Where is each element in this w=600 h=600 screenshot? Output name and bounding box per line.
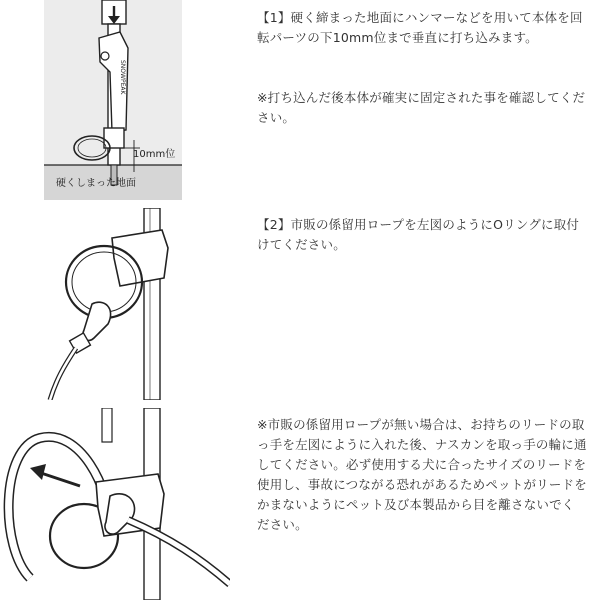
step1-note: ※打ち込んだ後本体が確実に固定された事を確認してください。	[257, 90, 586, 125]
depth-label: 10mm位	[133, 149, 176, 160]
rotating-collar	[104, 128, 124, 148]
stake-top	[102, 408, 112, 442]
stake-hole	[101, 52, 109, 60]
leash-handle-figure	[0, 408, 230, 600]
ground-label: 硬くしまった地面	[56, 178, 136, 189]
rotating-collar	[112, 230, 168, 286]
step1-instruction: 【1】硬く締まった地面にハンマーなどを用いて本体を回転パーツの下10mm位まで垂直に打ち込みます。	[257, 10, 583, 45]
stake-driving-figure	[44, 0, 182, 200]
step2-instruction: 【2】市販の係留用ロープを左図のようにOリングに取付けてください。	[257, 217, 580, 252]
rope-attachment-figure	[44, 208, 184, 400]
brand-mark: SNOWPEAK	[119, 60, 126, 95]
left-arrow-icon	[30, 464, 80, 486]
leash-note: ※市販の係留用ロープが無い場合は、お持ちのリードの取っ手を左図にように入れた後、ナスカンを取っ手の輪に通してください。必ず使用する犬に合ったサイズのリードを使用し、事故につながる恐れがあるためペットがリードをかまないようにペット及び本製品から目を離さないでください。	[257, 417, 587, 532]
